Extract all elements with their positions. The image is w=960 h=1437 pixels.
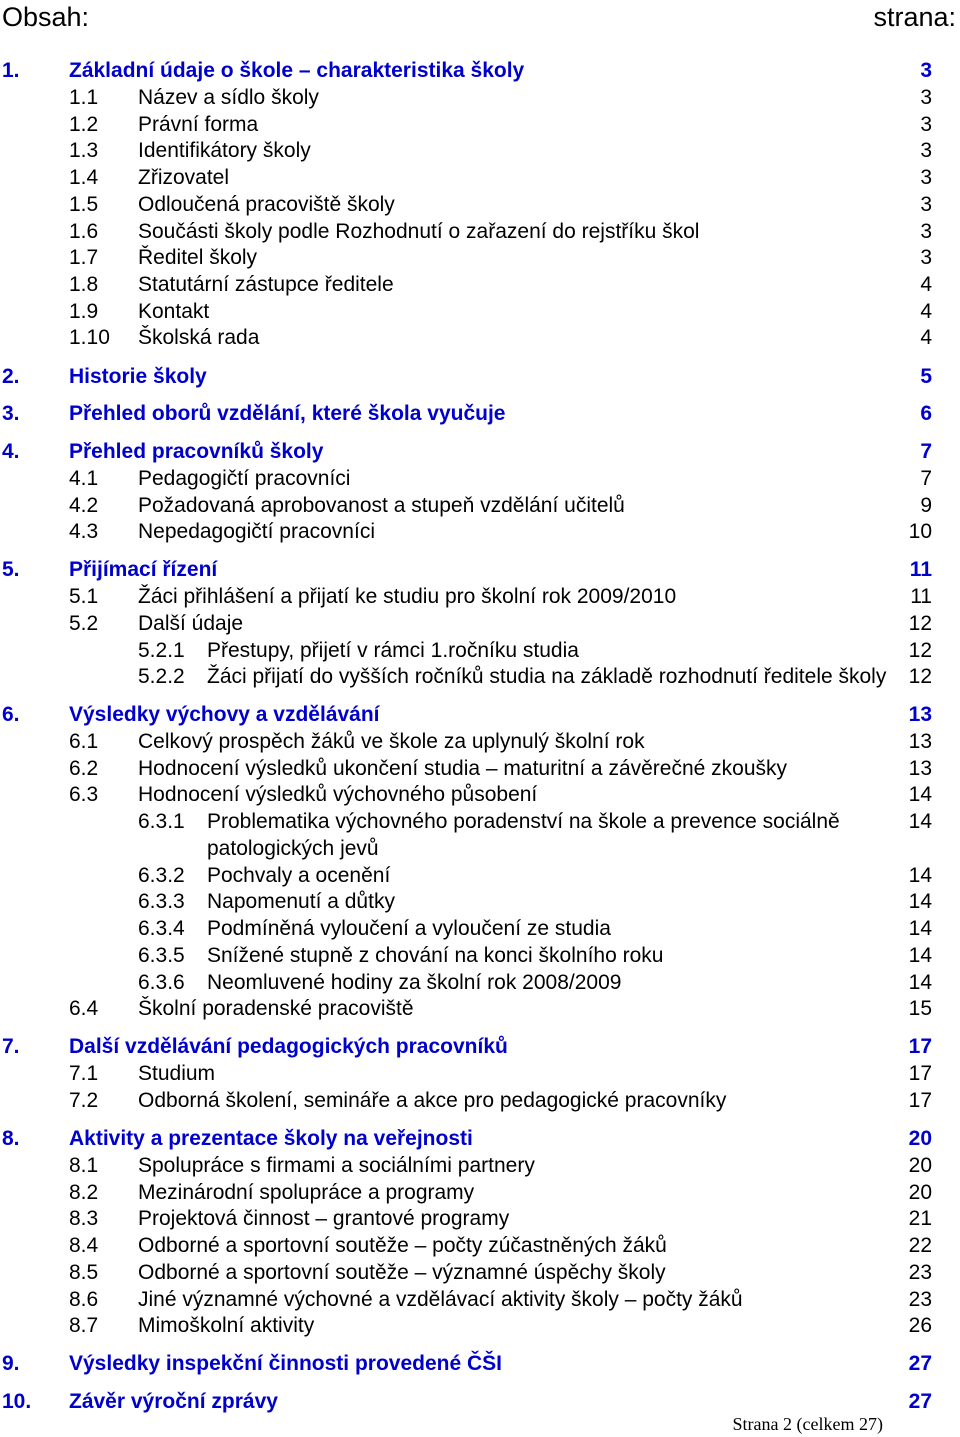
toc-number: 6.3.1 (138, 810, 185, 833)
toc-title-text: Identifikátory školy (138, 139, 311, 162)
toc-entry-row[interactable] (0, 663, 960, 690)
toc-page-number: 12 (908, 665, 932, 688)
toc-page-number: 14 (908, 810, 932, 833)
toc-number: 1.7 (69, 246, 99, 269)
toc-page-number: 4 (920, 300, 932, 323)
toc-number: 5.2.2 (138, 665, 185, 688)
toc-header (0, 0, 960, 40)
toc-entry-row[interactable] (0, 191, 960, 218)
toc-page-number: 3 (920, 193, 932, 216)
toc-page-number: 12 (908, 639, 932, 662)
toc-section-row[interactable] (0, 1033, 960, 1060)
toc-page-number: 3 (920, 139, 932, 162)
toc-page-number: 3 (920, 86, 932, 109)
toc-number: 4.2 (69, 494, 99, 517)
toc-title-text: Mimoškolní aktivity (138, 1314, 315, 1337)
toc-page-number: 9 (920, 494, 932, 517)
toc-section-row[interactable] (0, 701, 960, 728)
toc-entry-row[interactable] (0, 244, 960, 271)
toc-title-text: Právní forma (138, 113, 259, 136)
toc-page-number: 3 (920, 246, 932, 269)
toc-number: 1.10 (69, 326, 110, 349)
toc-title-text: Podmíněná vyloučení a vyloučení ze studia (207, 917, 611, 940)
toc-page-number: 13 (908, 703, 932, 726)
toc-page-number: 4 (920, 273, 932, 296)
toc-title-text: Požadovaná aprobovanost a stupeň vzdělání učitelů (138, 494, 625, 517)
toc-title-text: Závěr výroční zprávy (69, 1390, 278, 1413)
toc-entry-row[interactable] (0, 995, 960, 1022)
toc-number: 6.3.5 (138, 944, 185, 967)
toc-entry-row[interactable] (0, 610, 960, 637)
toc-number: 5.2.1 (138, 639, 185, 662)
toc-section-row[interactable] (0, 438, 960, 465)
toc-number: 8.3 (69, 1207, 99, 1230)
toc-number: 6.3.3 (138, 890, 185, 913)
toc-number: 7.1 (69, 1062, 99, 1085)
toc-entry-row[interactable] (0, 111, 960, 138)
toc-title-text: Přehled pracovníků školy (69, 440, 324, 463)
toc-title-text: Napomenutí a důtky (207, 890, 395, 913)
toc-entry-row[interactable] (0, 888, 960, 915)
toc-number: 4. (2, 440, 20, 463)
toc-title-text: Mezinárodní spolupráce a programy (138, 1181, 475, 1204)
toc-title-text: Přestupy, přijetí v rámci 1.ročníku studia (207, 639, 579, 662)
toc-page-number: 15 (908, 997, 932, 1020)
toc-title-text: Výsledky výchovy a vzdělávání (69, 703, 380, 726)
toc-title-text: Projektová činnost – grantové programy (138, 1207, 510, 1230)
toc-page-number: 3 (920, 113, 932, 136)
toc-title-text: Kontakt (138, 300, 210, 323)
toc-entry-row[interactable] (0, 518, 960, 545)
toc-page-number: 5 (920, 365, 932, 388)
toc-entry-row[interactable] (0, 1179, 960, 1206)
toc-number: 9. (2, 1352, 20, 1375)
toc-number: 7.2 (69, 1089, 99, 1112)
toc-entry-row[interactable] (0, 1087, 960, 1114)
toc-entry-row[interactable] (0, 1259, 960, 1286)
toc-number: 6. (2, 703, 20, 726)
toc-entry-row[interactable] (0, 728, 960, 755)
toc-entry-row[interactable] (0, 755, 960, 782)
toc-entry-row[interactable] (0, 1152, 960, 1179)
page-column-label: strana: (873, 2, 956, 32)
toc-page-number: 20 (908, 1154, 932, 1177)
toc-number: 8.4 (69, 1234, 99, 1257)
toc-number: 6.1 (69, 730, 99, 753)
toc-number: 8.5 (69, 1261, 99, 1284)
toc-number: 1.3 (69, 139, 99, 162)
toc-title-text: Odborné a sportovní soutěže – významné úspěchy školy (138, 1261, 666, 1284)
toc-number: 6.3 (69, 783, 99, 806)
toc-title-text: Součásti školy podle Rozhodnutí o zařazení do rejstříku škol (138, 220, 700, 243)
toc-number: 5.2 (69, 612, 99, 635)
toc-number: 1.4 (69, 166, 99, 189)
toc-page-number: 23 (908, 1288, 932, 1311)
toc-number: 1.6 (69, 220, 99, 243)
toc-title-text: Odborné a sportovní soutěže – počty zúčastněných žáků (138, 1234, 667, 1257)
toc-number: 6.2 (69, 757, 99, 780)
toc-title-text: Ředitel školy (138, 246, 258, 269)
toc-title-text: Spolupráce s firmami a sociálními partnery (138, 1154, 535, 1177)
toc-entry-row[interactable] (0, 492, 960, 519)
page-footer: Strana 2 (celkem 27) (732, 1414, 883, 1434)
toc-title-text: Název a sídlo školy (138, 86, 319, 109)
toc-title-text: Problematika výchovného poradenství na škole a prevence sociálně (207, 810, 840, 833)
toc-title-text: patologických jevů (207, 837, 379, 860)
toc-number: 6.4 (69, 997, 99, 1020)
toc-number: 1.8 (69, 273, 99, 296)
toc-entry-row[interactable] (0, 298, 960, 325)
toc-page-number: 14 (908, 890, 932, 913)
toc-title-text: Přehled oborů vzdělání, které škola vyučuje (69, 402, 506, 425)
toc-page-number: 26 (908, 1314, 932, 1337)
toc-title-text: Studium (138, 1062, 216, 1085)
toc-title-text: Školská rada (138, 326, 260, 349)
toc-title-text: Neomluvené hodiny za školní rok 2008/2009 (207, 971, 622, 994)
toc-section-row[interactable] (0, 57, 960, 84)
toc-page-number: 11 (909, 558, 932, 581)
toc-title-text: Zřizovatel (138, 166, 230, 189)
toc-title-text: Snížené stupně z chování na konci školního roku (207, 944, 664, 967)
toc-title-text: Statutární zástupce ředitele (138, 273, 394, 296)
toc-page-number: 14 (908, 917, 932, 940)
toc-entry-row[interactable] (0, 808, 960, 835)
toc-entry-row[interactable] (0, 1060, 960, 1087)
toc-entry-row[interactable] (0, 1232, 960, 1259)
toc-page-number: 20 (908, 1127, 932, 1150)
toc-title-text: Školní poradenské pracoviště (138, 997, 414, 1020)
toc-title-text: Odborná školení, semináře a akce pro pedagogické pracovníky (138, 1089, 727, 1112)
toc-page-number: 17 (908, 1035, 932, 1058)
toc-entry-row[interactable] (0, 84, 960, 111)
toc-number: 8.2 (69, 1181, 99, 1204)
toc-page-number: 23 (908, 1261, 932, 1284)
toc-title-text: Základní údaje o škole – charakteristika školy (69, 59, 525, 82)
toc-number: 6.3.4 (138, 917, 185, 940)
toc-section-row[interactable] (0, 400, 960, 427)
toc-number: 8.1 (69, 1154, 99, 1177)
toc-page-number: 3 (920, 166, 932, 189)
toc-number: 1. (2, 59, 20, 82)
toc-number: 3. (2, 402, 20, 425)
toc-page-number: 20 (908, 1181, 932, 1204)
toc-number: 8.7 (69, 1314, 99, 1337)
toc-number: 7. (2, 1035, 20, 1058)
toc-number: 10. (2, 1390, 32, 1413)
toc-entry-row[interactable] (0, 915, 960, 942)
toc-page-number: 13 (908, 730, 932, 753)
toc-title-text: Jiné významné výchovné a vzdělávací aktivity školy – počty žáků (138, 1288, 743, 1311)
toc-number: 4.1 (69, 467, 99, 490)
toc-entry-row[interactable] (0, 1205, 960, 1232)
toc-page-number: 17 (908, 1089, 932, 1112)
toc-page-number: 3 (920, 220, 932, 243)
toc-number: 6.3.6 (138, 971, 185, 994)
toc-title-text: Přijímací řízení (69, 558, 218, 581)
toc-entry-row[interactable] (0, 465, 960, 492)
toc-page-number: 14 (908, 864, 932, 887)
toc-title-text: Žáci přihlášení a přijatí ke studiu pro školní rok 2009/2010 (138, 585, 677, 608)
toc-page-number: 22 (908, 1234, 932, 1257)
toc-entry-row[interactable] (0, 969, 960, 996)
toc-title-text: Aktivity a prezentace školy na veřejnosti (69, 1127, 473, 1150)
toc-section-row[interactable] (0, 1350, 960, 1377)
toc-section-row[interactable] (0, 363, 960, 390)
toc-title-text: Odloučená pracoviště školy (138, 193, 395, 216)
toc-number: 5. (2, 558, 20, 581)
toc-page-number: 14 (908, 783, 932, 806)
toc-number: 2. (2, 365, 20, 388)
toc-page-number: 21 (908, 1207, 932, 1230)
toc-page-number: 3 (920, 59, 932, 82)
toc-title-text: Hodnocení výsledků výchovného působení (138, 783, 538, 806)
toc-section-row[interactable] (0, 1388, 960, 1415)
toc-number: 1.9 (69, 300, 99, 323)
toc-number: 1.2 (69, 113, 99, 136)
toc-page-number: 27 (908, 1352, 932, 1375)
toc-title-text: Pochvaly a ocenění (207, 864, 391, 887)
toc-title: Obsah: (2, 2, 90, 32)
toc-entry-row[interactable] (0, 1312, 960, 1339)
toc-page-number: 14 (908, 971, 932, 994)
toc-number: 4.3 (69, 520, 99, 543)
toc-page-number: 11 (910, 585, 932, 608)
toc-number: 8. (2, 1127, 20, 1150)
toc-page-number: 6 (920, 402, 932, 425)
toc-section-row[interactable] (0, 556, 960, 583)
toc-entry-row[interactable] (0, 862, 960, 889)
toc-title-text: Hodnocení výsledků ukončení studia – maturitní a závěrečné zkoušky (138, 757, 788, 780)
toc-page-number: 12 (908, 612, 932, 635)
toc-title-text: Další údaje (138, 612, 244, 635)
toc-page-number: 7 (920, 440, 932, 463)
toc-number: 8.6 (69, 1288, 99, 1311)
toc-title-text: Pedagogičtí pracovníci (138, 467, 351, 490)
toc-entry-row[interactable] (0, 942, 960, 969)
toc-entry-row[interactable] (0, 1286, 960, 1313)
toc-number: 6.3.2 (138, 864, 185, 887)
toc-title-text: Nepedagogičtí pracovníci (138, 520, 375, 543)
toc-page-number: 10 (908, 520, 932, 543)
toc-title-text: Žáci přijatí do vyšších ročníků studia na základě rozhodnutí ředitele školy (207, 665, 887, 688)
toc-title-text: Další vzdělávání pedagogických pracovníků (69, 1035, 508, 1058)
toc-page-number: 14 (908, 944, 932, 967)
toc-number: 5.1 (69, 585, 99, 608)
toc-entry-row[interactable] (0, 137, 960, 164)
toc-entry-row[interactable] (0, 218, 960, 245)
toc-entry-row[interactable] (0, 324, 960, 351)
toc-number: 1.5 (69, 193, 99, 216)
toc-entry-row[interactable] (0, 781, 960, 808)
toc-title-text: Celkový prospěch žáků ve škole za uplynulý školní rok (138, 730, 645, 753)
toc-page-number: 17 (908, 1062, 932, 1085)
toc-title-text: Výsledky inspekční činnosti provedené ČŠI (69, 1352, 502, 1375)
toc-section-row[interactable] (0, 1125, 960, 1152)
toc-page-number: 7 (920, 467, 932, 490)
toc-entry-row[interactable] (0, 835, 960, 862)
toc-page-number: 4 (920, 326, 932, 349)
toc-entry-row[interactable] (0, 164, 960, 191)
toc-page-number: 13 (908, 757, 932, 780)
toc-title-text: Historie školy (69, 365, 207, 388)
toc-page-number: 27 (908, 1390, 932, 1413)
toc-entry-row[interactable] (0, 637, 960, 664)
toc-entry-row[interactable] (0, 271, 960, 298)
toc-entry-row[interactable] (0, 583, 960, 610)
toc-number: 1.1 (69, 86, 99, 109)
